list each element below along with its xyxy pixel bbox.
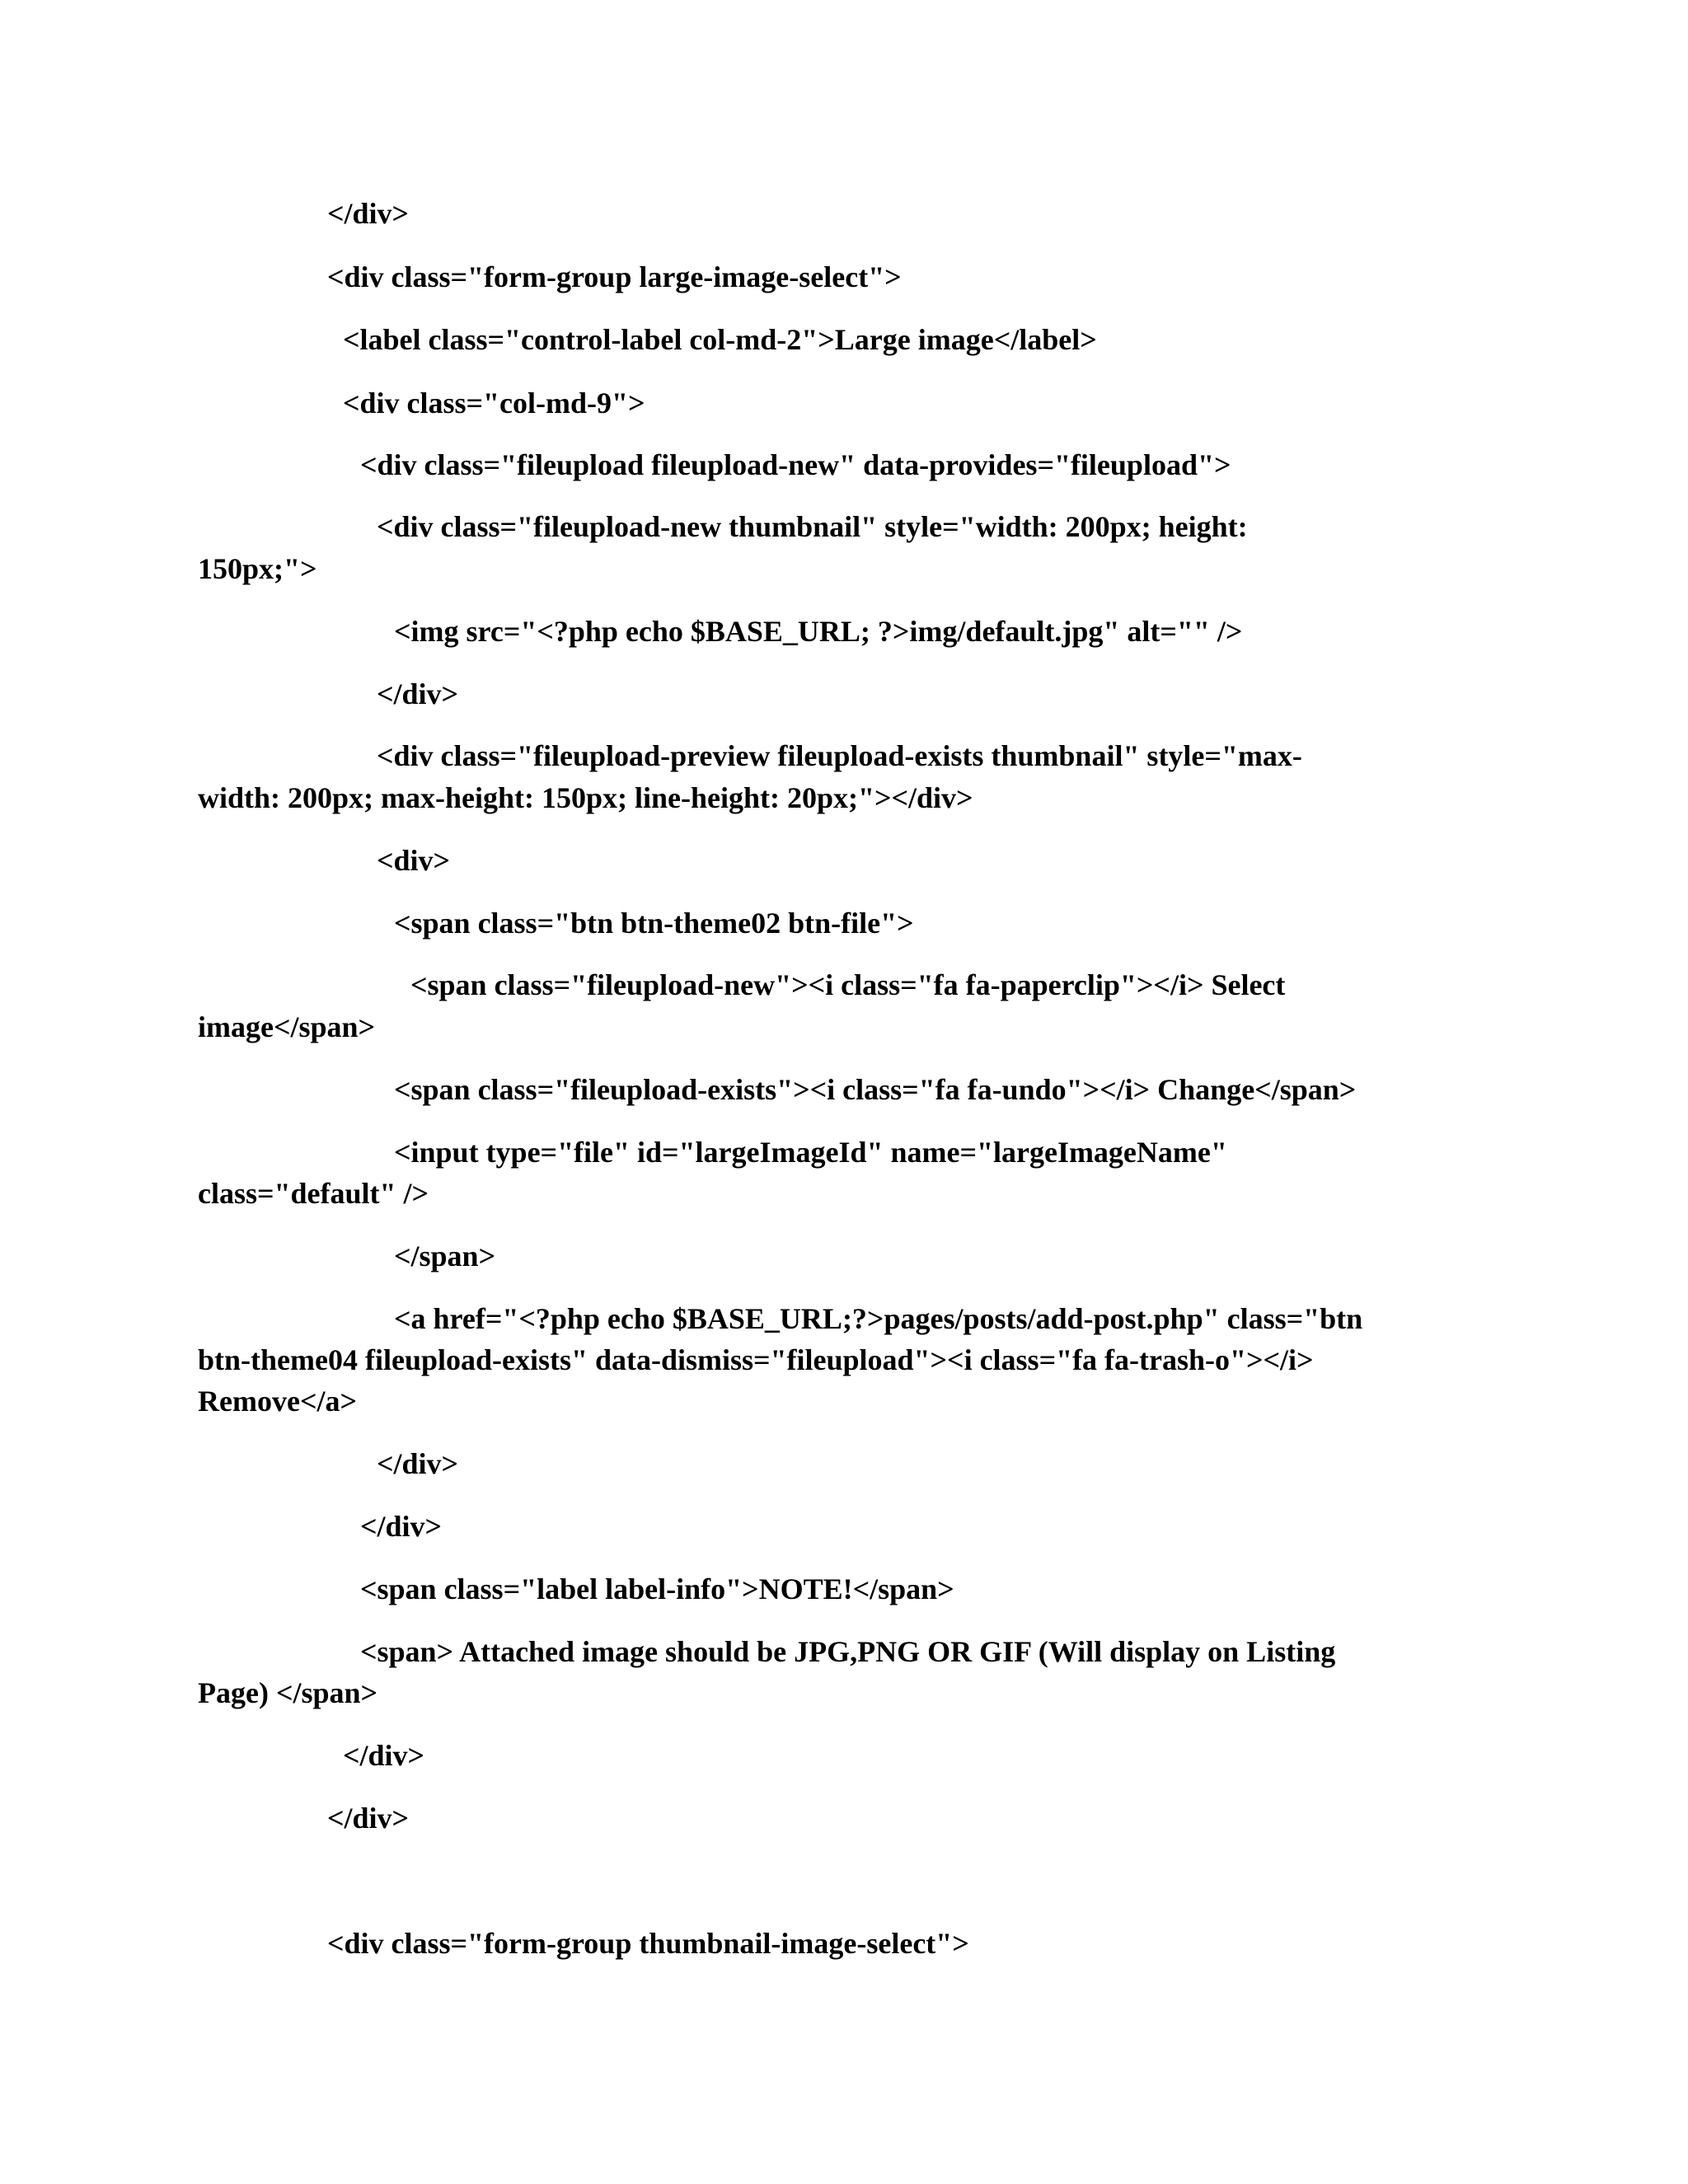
code-line: </div>: [327, 197, 410, 230]
code-line: 150px;">: [198, 552, 317, 585]
code-line: <div class="fileupload-new thumbnail" style="width: 200px; height:: [377, 510, 1248, 543]
code-line: <input type="file" id="largeImageId" name="largeImageName": [394, 1136, 1227, 1169]
code-line: <div class="form-group large-image-select">: [327, 260, 902, 293]
code-line: </div>: [360, 1510, 443, 1543]
code-line: </div>: [377, 1447, 459, 1480]
code-line: image</span>: [198, 1010, 376, 1043]
code-line: </div>: [343, 1739, 425, 1772]
code-line: <div class="fileupload-preview fileupload-exists thumbnail" style="max-: [377, 739, 1302, 772]
code-line: <span> Attached image should be JPG,PNG OR GIF (Will display on Listing: [360, 1635, 1336, 1668]
code-line: </div>: [327, 1802, 410, 1835]
code-line: </span>: [394, 1240, 496, 1272]
code-line: <span class="fileupload-exists"><i class="fa fa-undo"></i> Change</span>: [394, 1073, 1357, 1106]
code-line: btn-theme04 fileupload-exists" data-dismiss="fileupload"><i class="fa fa-trash-o"></i>: [198, 1343, 1314, 1376]
code-line: class="default" />: [198, 1177, 429, 1210]
code-line: <span class="fileupload-new"><i class="fa fa-paperclip"></i> Select: [410, 968, 1286, 1001]
code-line: width: 200px; max-height: 150px; line-height: 20px;"></div>: [198, 781, 973, 814]
code-line: <span class="label label-info">NOTE!</span>: [360, 1572, 954, 1605]
code-line: <a href="<?php echo $BASE_URL;?>pages/posts/add-post.php" class="btn: [394, 1302, 1363, 1335]
code-line: <div class="form-group thumbnail-image-select">: [327, 1927, 969, 1960]
code-line: <div class="col-md-9">: [343, 387, 645, 419]
code-line: <label class="control-label col-md-2">Large image</label>: [343, 323, 1097, 356]
code-line: Page) </span>: [198, 1676, 378, 1709]
code-line: <span class="btn btn-theme02 btn-file">: [394, 907, 914, 940]
code-line: <div class="fileupload fileupload-new" data-provides="fileupload">: [360, 448, 1231, 481]
code-line: Remove</a>: [198, 1385, 357, 1418]
code-line: </div>: [377, 677, 459, 710]
code-line: <div>: [377, 844, 451, 877]
code-line: <img src="<?php echo $BASE_URL; ?>img/default.jpg" alt="" />: [394, 615, 1243, 648]
